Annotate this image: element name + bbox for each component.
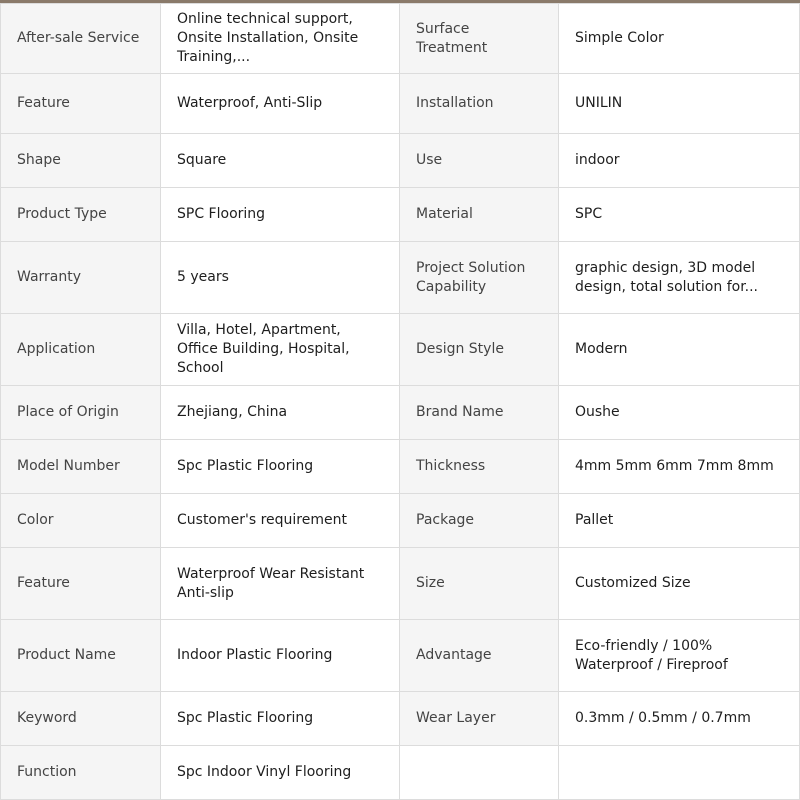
spec-key: Shape	[1, 134, 161, 188]
spec-value: 0.3mm / 0.5mm / 0.7mm	[559, 692, 800, 746]
spec-row	[1, 242, 800, 314]
spec-value: Modern	[559, 314, 800, 386]
spec-value: Spc Plastic Flooring	[161, 692, 400, 746]
spec-key: Package	[400, 494, 559, 548]
spec-value: Zhejiang, China	[161, 386, 400, 440]
spec-value: UNILIN	[559, 74, 800, 134]
spec-key: Project Solution Capability	[400, 242, 559, 314]
spec-value: Simple Color	[559, 4, 800, 74]
spec-key: Model Number	[1, 440, 161, 494]
spec-row	[1, 4, 800, 74]
spec-key: Function	[1, 746, 161, 800]
spec-key: Installation	[400, 74, 559, 134]
spec-key: Keyword	[1, 692, 161, 746]
spec-key: Material	[400, 188, 559, 242]
spec-value: Square	[161, 134, 400, 188]
spec-key: Design Style	[400, 314, 559, 386]
spec-value: Indoor Plastic Flooring	[161, 620, 400, 692]
spec-key: Product Name	[1, 620, 161, 692]
spec-key: Size	[400, 548, 559, 620]
spec-key: Application	[1, 314, 161, 386]
spec-value: Oushe	[559, 386, 800, 440]
spec-value: Villa, Hotel, Apartment, Office Building, Hospital, School	[161, 314, 400, 386]
spec-key: Surface Treatment	[400, 4, 559, 74]
spec-value: Waterproof, Anti-Slip	[161, 74, 400, 134]
spec-value: 4mm 5mm 6mm 7mm 8mm	[559, 440, 800, 494]
spec-value: Customer's requirement	[161, 494, 400, 548]
spec-value: Customized Size	[559, 548, 800, 620]
spec-key: Thickness	[400, 440, 559, 494]
spec-row	[1, 386, 800, 440]
spec-row	[1, 620, 800, 692]
spec-value: Spc Plastic Flooring	[161, 440, 400, 494]
spec-key: Color	[1, 494, 161, 548]
spec-key: Advantage	[400, 620, 559, 692]
spec-key: Feature	[1, 548, 161, 620]
spec-key: Wear Layer	[400, 692, 559, 746]
spec-empty-cell	[400, 746, 559, 800]
spec-row	[1, 74, 800, 134]
spec-value: graphic design, 3D model design, total solution for...	[559, 242, 800, 314]
spec-key: Feature	[1, 74, 161, 134]
spec-key: Use	[400, 134, 559, 188]
spec-row	[1, 314, 800, 386]
spec-key: Warranty	[1, 242, 161, 314]
spec-value: SPC Flooring	[161, 188, 400, 242]
spec-value: Pallet	[559, 494, 800, 548]
spec-row	[1, 494, 800, 548]
spec-key: Place of Origin	[1, 386, 161, 440]
spec-key: After-sale Service	[1, 4, 161, 74]
spec-value: Spc Indoor Vinyl Flooring	[161, 746, 400, 800]
spec-row	[1, 188, 800, 242]
spec-value: SPC	[559, 188, 800, 242]
spec-row	[1, 692, 800, 746]
spec-row	[1, 440, 800, 494]
spec-value: 5 years	[161, 242, 400, 314]
spec-key: Product Type	[1, 188, 161, 242]
spec-row	[1, 548, 800, 620]
spec-value: indoor	[559, 134, 800, 188]
spec-row	[1, 746, 800, 800]
spec-value: Eco-friendly / 100% Waterproof / Fireproof	[559, 620, 800, 692]
spec-key: Brand Name	[400, 386, 559, 440]
spec-row	[1, 134, 800, 188]
product-spec-table	[0, 3, 800, 800]
spec-value: Online technical support, Onsite Installation, Onsite Training,...	[161, 4, 400, 74]
spec-empty-cell	[559, 746, 800, 800]
spec-value: Waterproof Wear Resistant Anti-slip	[161, 548, 400, 620]
